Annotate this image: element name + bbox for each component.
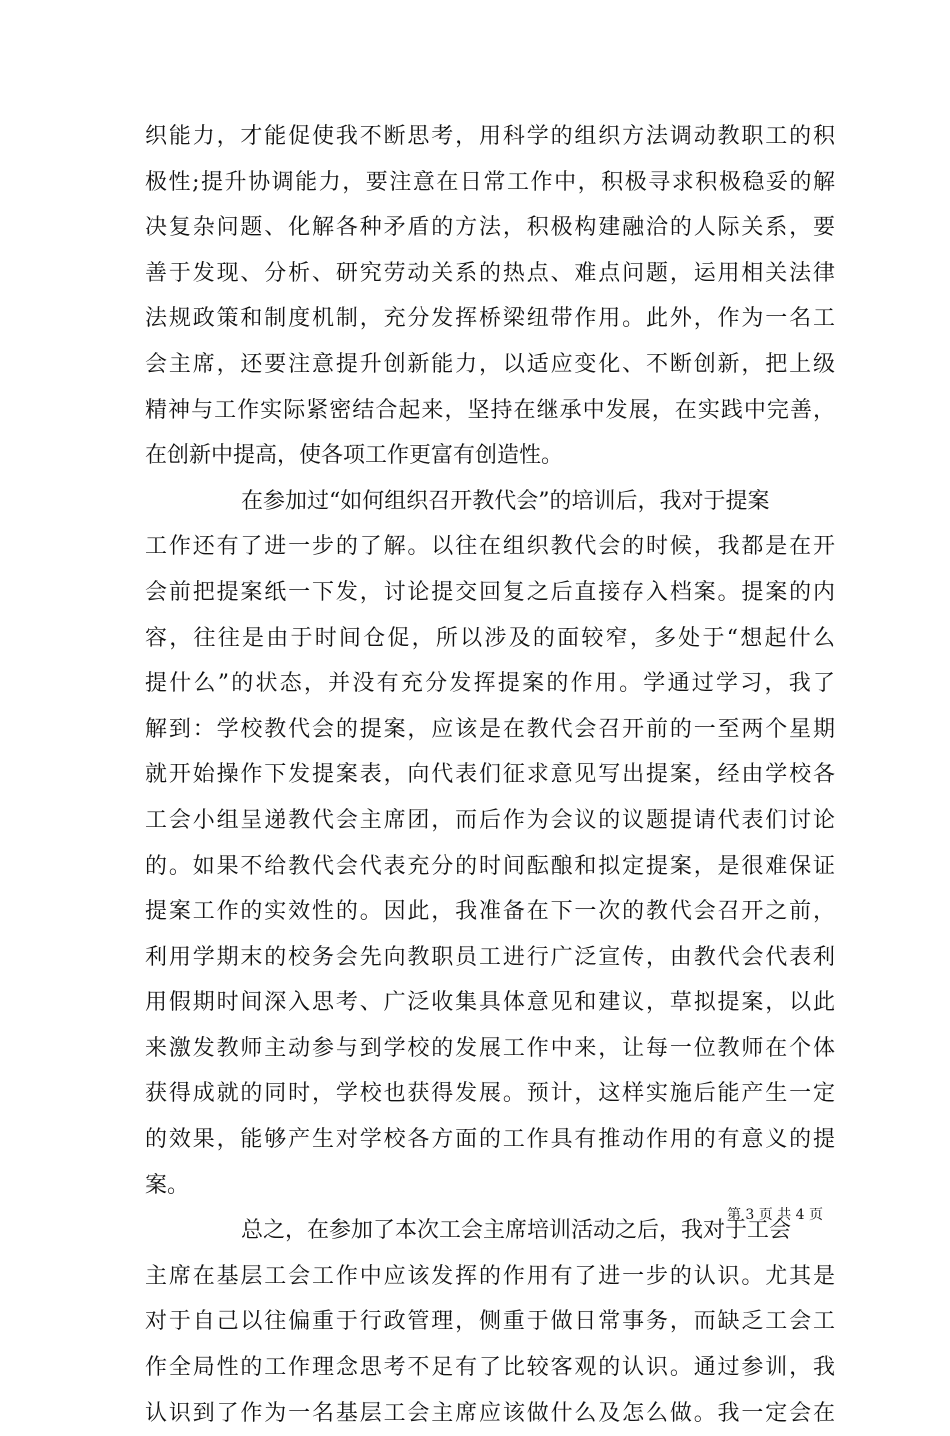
paragraph bbox=[145, 114, 835, 479]
text-line: 认识到了作为一名基层工会主席应该做什么及怎么做。我一定会在 bbox=[145, 1400, 835, 1426]
text-line: 利用学期末的校务会先向教职员工进行广泛宣传，由教代会代表利 bbox=[145, 944, 835, 970]
text-line: 总之，在参加了本次工会主席培训活动之后，我对于工会 bbox=[241, 1218, 792, 1244]
text-line: 对于自己以往偏重于行政管理，侧重于做日常事务，而缺乏工会工 bbox=[145, 1309, 835, 1335]
text-line: 获得成就的同时，学校也获得发展。预计，这样实施后能产生一定 bbox=[145, 1081, 835, 1107]
page-number: 第 3 页 共 4 页 bbox=[726, 1207, 824, 1223]
text-line: 的效果，能够产生对学校各方面的工作具有推动作用的有意义的提 bbox=[145, 1127, 835, 1153]
text-line: 用假期时间深入思考、广泛收集具体意见和建议，草拟提案，以此 bbox=[145, 990, 835, 1016]
text-line: 决复杂问题、化解各种矛盾的方法，积极构建融洽的人际关系，要 bbox=[145, 215, 835, 241]
text-line: 善于发现、分析、研究劳动关系的热点、难点问题，运用相关法律 bbox=[145, 260, 835, 286]
text-line: 在创新中提高，使各项工作更富有创造性。 bbox=[145, 443, 564, 469]
text-line: 解到：学校教代会的提案，应该是在教代会召开前的一至两个星期 bbox=[145, 716, 835, 742]
text-line: 会主席，还要注意提升创新能力，以适应变化、不断创新，把上级 bbox=[145, 351, 835, 377]
text-line: 会前把提案纸一下发，讨论提交回复之后直接存入档案。提案的内 bbox=[145, 579, 835, 605]
page-footer bbox=[0, 1204, 950, 1224]
text-line: 工会小组呈递教代会主席团，而后作为会议的议题提请代表们讨论 bbox=[145, 807, 835, 833]
text-line: 工作还有了进一步的了解。以往在组织教代会的时候，我都是在开 bbox=[145, 534, 835, 560]
text-line: 在参加过“如何组织召开教代会”的培训后，我对于提案 bbox=[241, 488, 770, 514]
body-text bbox=[145, 114, 835, 1436]
text-line: 主席在基层工会工作中应该发挥的作用有了进一步的认识。尤其是 bbox=[145, 1263, 835, 1289]
text-line: 来激发教师主动参与到学校的发展工作中来，让每一位教师在个体 bbox=[145, 1035, 835, 1061]
text-line: 就开始操作下发提案表，向代表们征求意见写出提案，经由学校各 bbox=[145, 762, 835, 788]
text-line: 极性;提升协调能力，要注意在日常工作中，积极寻求积极稳妥的解 bbox=[145, 169, 835, 195]
text-line: 织能力，才能促使我不断思考，用科学的组织方法调动教职工的积 bbox=[145, 124, 835, 149]
text-line: 容，往往是由于时间仓促，所以涉及的面较窄，多处于“想起什么 bbox=[145, 625, 835, 651]
text-line: 提案工作的实效性的。因此，我准备在下一次的教代会召开之前， bbox=[145, 899, 835, 925]
text-line: 作全局性的工作理念思考不足有了比较客观的认识。通过参训，我 bbox=[145, 1355, 835, 1381]
text-line: 提什么”的状态，并没有充分发挥提案的作用。学通过学习，我了 bbox=[145, 671, 835, 697]
paragraph bbox=[145, 479, 835, 1209]
text-line: 精神与工作实际紧密结合起来，坚持在继承中发展，在实践中完善， bbox=[145, 397, 835, 423]
text-line: 案。 bbox=[145, 1172, 190, 1198]
text-line: 法规政策和制度机制，充分发挥桥梁纽带作用。此外，作为一名工 bbox=[145, 306, 835, 332]
text-line: 的。如果不给教代会代表充分的时间酝酿和拟定提案，是很难保证 bbox=[145, 853, 835, 879]
paragraph bbox=[145, 1208, 835, 1436]
